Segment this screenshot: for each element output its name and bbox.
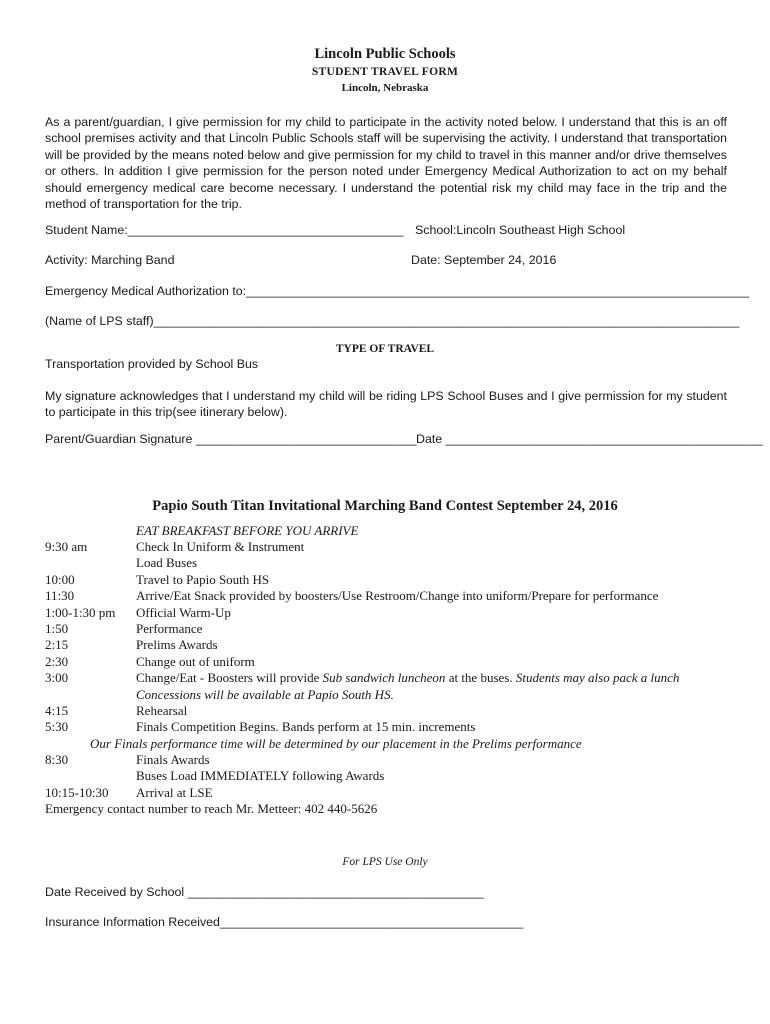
contest-title: Papio South Titan Invitational Marching Band Contest September 24, 2016 [152, 498, 618, 514]
schedule-row [45, 621, 745, 637]
schedule-row [45, 768, 745, 784]
insurance-received-field[interactable]: Insurance Information Received____________________________________________ [45, 915, 524, 929]
schedule-event: Official Warm-Up [136, 604, 231, 620]
schedule-event: Rehearsal [136, 702, 188, 718]
concessions-note: Concessions will be available at Papio South HS. [136, 686, 394, 702]
parent-signature-field[interactable]: Parent/Guardian Signature ________________________________ [45, 432, 417, 446]
schedule-event: Travel to Papio South HS [136, 571, 270, 587]
schedule-event: Buses Load IMMEDIATELY following Awards [136, 768, 385, 784]
finals-note: Our Finals performance time will be determined by our placement in the Prelims performance [90, 735, 582, 751]
concessions-row [45, 687, 745, 703]
lunch-text-c: at the buses. [445, 670, 516, 686]
date-received-field[interactable]: Date Received by School ___________________________________________ [45, 885, 484, 899]
schedule-time: 1:00-1:30 pm [45, 604, 116, 620]
contact-row [45, 801, 745, 817]
schedule-row [45, 588, 745, 604]
schedule-row [45, 555, 745, 571]
schedule-time: 1:50 [45, 620, 69, 636]
schedule-row [45, 719, 745, 735]
schedule-event: Change out of uniform [136, 653, 255, 669]
schedule-event: Finals Awards [136, 752, 210, 768]
schedule-time: 8:30 [45, 752, 69, 768]
lunch-text-b: Sub sandwich luncheon [322, 670, 446, 686]
schedule-time: 11:30 [45, 588, 75, 604]
schedule-row-lunch [45, 670, 745, 686]
type-of-travel-heading: TYPE OF TRAVEL [335, 343, 435, 355]
schedule-event: Prelims Awards [136, 637, 218, 653]
schedule-time: 9:30 am [45, 539, 88, 554]
schedule-event: Arrival at LSE [136, 784, 213, 800]
schedule-row [45, 539, 745, 555]
schedule-row [45, 703, 745, 719]
schedule-event: Finals Competition Begins. Bands perform at 15 min. increments [136, 719, 476, 735]
schedule-row [45, 785, 745, 801]
lps-use-only-heading: For LPS Use Only [342, 856, 428, 868]
schedule-row [45, 605, 745, 621]
schedule-row [45, 572, 745, 588]
lunch-text-d: Students may also pack a lunch [515, 670, 680, 686]
lunch-text-a: Change/Eat - Boosters will provide [136, 670, 323, 686]
emergency-contact: Emergency contact number to reach Mr. Metteer: 402 440-5626 [45, 801, 378, 817]
schedule-row [45, 654, 745, 670]
transport-text: Transportation provided by School Bus [45, 357, 259, 371]
schedule-time: 2:30 [45, 653, 69, 669]
schedule-row [45, 637, 745, 653]
student-name-field[interactable]: Student Name:________________________________________ [45, 223, 404, 237]
acknowledgement-text: My signature acknowledges that I understand my child will be riding LPS School Buses and I give permission for my student to participate in this trip(see itinerary below). [45, 389, 727, 420]
lps-staff-field[interactable]: (Name of LPS staff)_____________________________________________________________________________________ [45, 314, 740, 328]
schedule-time: 5:30 [45, 719, 69, 735]
finals-note-row [45, 736, 745, 752]
schedule-event: Load Buses [136, 555, 198, 571]
schedule-event: Arrive/Eat Snack provided by boosters/Use Restroom/Change into uniform/Prepare for performance [136, 588, 659, 604]
schedule-time: 4:15 [45, 702, 69, 718]
location: Lincoln, Nebraska [341, 82, 429, 94]
schedule-event: Performance [136, 620, 203, 636]
date-field: Date: September 24, 2016 [411, 253, 557, 267]
schedule-time: 10:15-10:30 [45, 784, 109, 800]
schedule-row [45, 752, 745, 768]
school-field: School:Lincoln Southeast High School [415, 223, 626, 237]
schedule-block-1 [45, 539, 745, 818]
activity-field: Activity: Marching Band [45, 253, 175, 267]
schedule-event: Check In Uniform & Instrument [136, 539, 305, 554]
form-title: STUDENT TRAVEL FORM [311, 66, 459, 78]
schedule-event [136, 670, 679, 686]
breakfast-note: EAT BREAKFAST BEFORE YOU ARRIVE [136, 523, 359, 538]
schedule-time: 3:00 [45, 670, 69, 686]
emergency-medical-field[interactable]: Emergency Medical Authorization to:_________________________________________________________________________ [45, 284, 750, 298]
org-name: Lincoln Public Schools [314, 46, 456, 62]
schedule-time: 2:15 [45, 637, 69, 653]
signature-date-field[interactable]: Date ______________________________________________ [416, 432, 763, 446]
schedule-time: 10:00 [45, 571, 75, 587]
permission-paragraph: As a parent/guardian, I give permission for my child to participate in the activity noted below. I understand that this is an off school premises activity and that Lincoln Public Schools staff will be supervising the activity. I understand that transportation will be provided by the means noted below and give permission for my child to travel in this manner and/or drive themselves or others. In addition I give permission for the person noted under Emergency Medical Authorization to act on my behalf should emergency medical care become necessary. I understand the potential risk my child may face in the trip and the method of transportation for the trip. [45, 115, 727, 212]
